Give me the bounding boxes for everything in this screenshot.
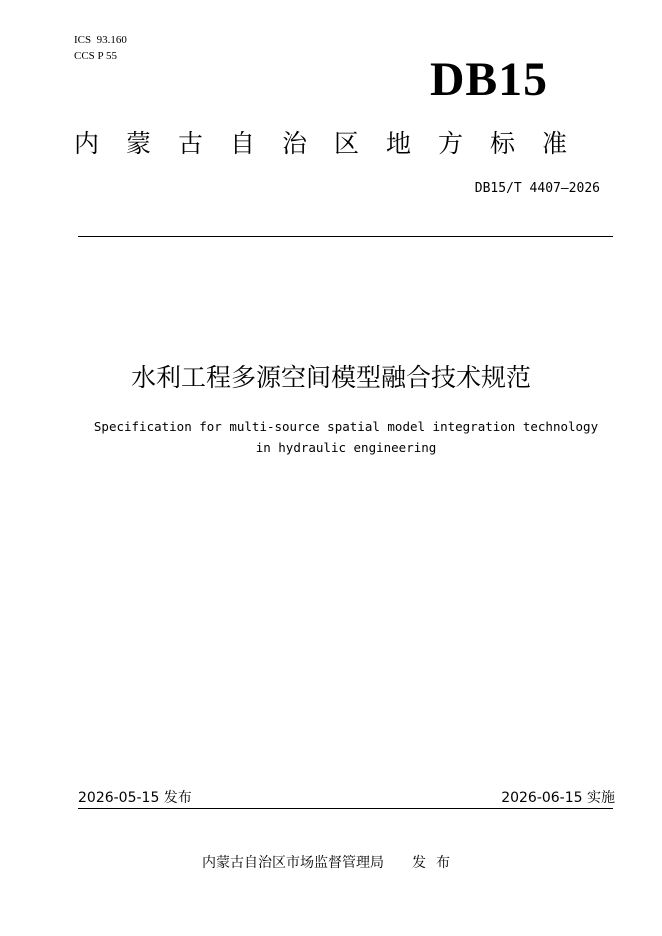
document-title-chinese: 水利工程多源空间模型融合技术规范 [130, 363, 531, 392]
db-logo-text: DB15 [430, 53, 548, 106]
publisher-name: 内蒙古自治区市场监督管理局 [202, 855, 384, 871]
publisher-line [0, 853, 662, 873]
ics-code: ICS 93.160 [74, 34, 127, 46]
implementation-date: 2026-06-15 实施 [501, 790, 615, 806]
standard-type-heading: 内蒙古自治区地方标准 [74, 129, 595, 158]
english-title-line-1: Specification for multi-source spatial model integration technology [93, 419, 599, 434]
issue-date: 2026-05-15 发布 [78, 790, 192, 806]
english-title-line-2: in hydraulic engineering [255, 440, 437, 455]
top-divider [78, 236, 613, 237]
standard-code: DB15/T 4407—2026 [474, 181, 600, 196]
document-title-english [60, 416, 632, 458]
db-logo [430, 52, 558, 108]
classification-codes [74, 32, 127, 64]
bottom-divider [78, 808, 613, 809]
publisher-action: 发布 [412, 855, 460, 871]
ccs-code: CCS P 55 [74, 50, 118, 62]
